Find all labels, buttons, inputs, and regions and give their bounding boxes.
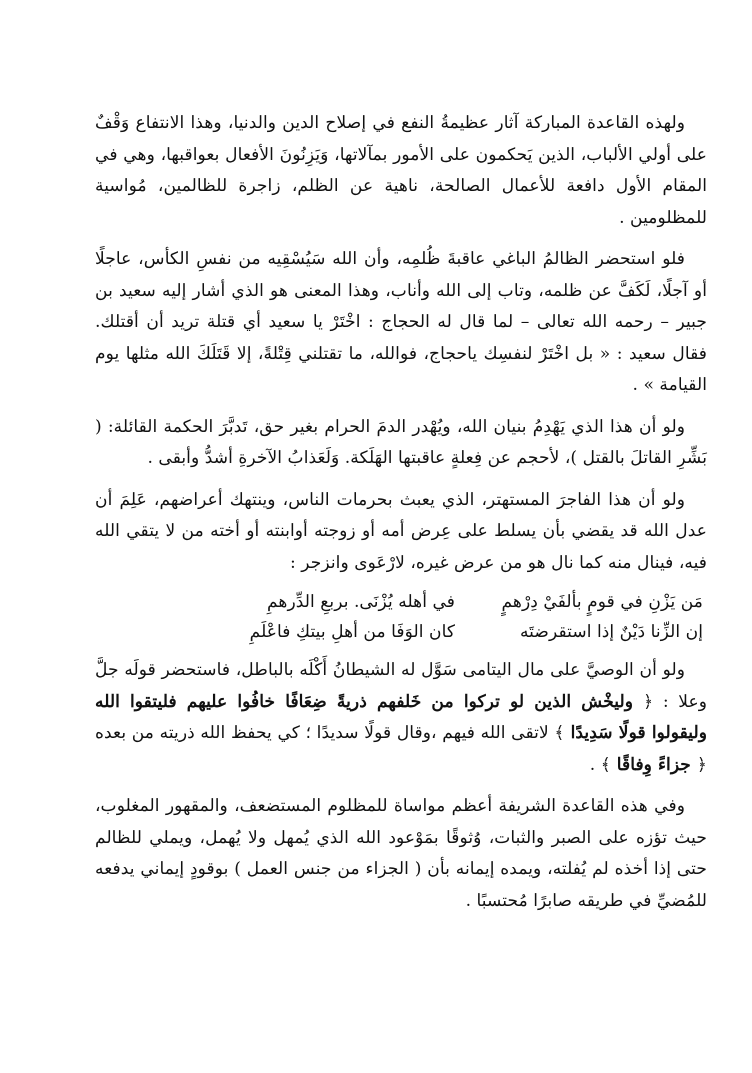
paragraph-6: وفي هذه القاعدة الشريفة أعظم مواساة للمظلوم المستضعف، والمقهور المغلوب، حيث تؤزه على الصبر والثبات، وُثوقًا بمَوْعود الله الذي يُمهل ولا يُهمل، ويملي للظالم حتى إذا أخذه لم يُفلته، ويمده إيمانه بأن ( الجزاء من جنس العمل ) بوقودٍ إيماني يدفعه للمُضيِّ في طريقه صابرًا مُحتسبًا . [95,796,707,911]
poem [95,587,707,647]
poem-hemistich-second: في أهله يُزْنَى. بربعِ الدِّرهمِ [266,592,455,612]
paragraph-4: ولو أن هذا الفاجرَ المستهتر، الذي يعبث بحرمات الناس، وينتهك أعراضهم، عَلِمَ أن عدل الله قد يقضي بأن يسلط على عِرض أمه أو زوجته أوابنته أو أخته من لا يتقي الله فيه، فينال منه كما نال هو من عرض غيره، لارْعَوى وانزجر : [95,489,707,573]
poem-hemistich-first: مَن يَزْنِ في قومٍ بألفَيْ دِرْهمٍ [501,592,703,612]
paragraph-1: ولهذه القاعدة المباركة آثار عظيمةُ النفع في إصلاح الدين والدنيا، وهذا الانتفاع وَقْفٌ على أولي الألباب، الذين يَحكمون على الأمور بمآلاتها، وَيَزِنُونَ الأفعال بعواقبها، وهي في المقام الأول دافعة للأعمال الصالحة، ناهية عن الظلم، زاجرة للظالمين، مُواسية للمظلومين . [95,113,707,228]
poem-hemistich-second: كان الوَفَا من أهلِ بيتكِ فاعْلَمِ [249,622,455,642]
paragraph-3: ولو أن هذا الذي يَهْدِمُ بنيان الله، ويُهْدر الدمَ الحرام بغير حق، تَدبَّرَ الحكمة القائلة: ( بَشِّرِ القاتلَ بالقتل )، لأحجم عن فِعلةٍ عاقبتها الهَلَكة. وَلَعَذابُ الآخرةِ أشدُّ وأبقى . [95,416,707,468]
verse-close-ornament: ﴾ [600,754,611,775]
paragraph-5-middle: لاتقى الله فيهم ،وقال قولًا سديدًا ؛ كي يحفظ الله ذريته من بعده [95,723,555,743]
verse-close-ornament: ﴾ [554,723,565,743]
paragraph-5-intro: ولو أن الوصيَّ على مال اليتامى سَوَّل له الشيطانُ أَكْلَه بالباطل، فاستحضر قولَه جلَّ وعلا : [95,660,708,712]
quran-verse-2 [601,755,707,775]
quran-verse-1-text: وليخْش الذين لو تركوا من خَلفهم ذريةً ضِعَافًا خافُوا عليهم فليتقوا الله وليقولوا قولًا سَدِيدًا [95,691,708,743]
paragraph-5 [95,655,707,781]
paragraph-2: فلو استحضر الظالمُ الباغي عاقبةَ ظُلمِه، وأن الله سَيُسْقِيه من نفسِ الكأس، عاجلًا أو آجلًا، لَكَفَّ عن ظلمه، وتاب إلى الله وأناب، وهذا المعنى هو الذي أشار إليه سعيد بن جبير – رحمه الله تعالى – لما قال له الحجاج : اخْتَرْ يا سعيد أي قتلة تريد أن أقتلك. فقال سعيد : « بل اخْتَرْ لنفسِك ياحجاج، فوالله، ما تقتلني قِتْلةً، إلا قَتَلَكَ الله مثلها يوم القيامة » . [95,249,707,395]
verse-open-ornament: ﴿ [696,754,707,775]
poem-verse-line [95,587,703,617]
poem-hemistich-first: إن الزِّنا دَيْنٌ إذا استقرضتَه [519,622,703,642]
document-page [95,108,707,927]
quran-verse-2-text: جزاءً وِفاقًا [616,754,691,775]
poem-verse-line [95,617,703,647]
paragraph-5-end: . [589,754,601,775]
verse-open-ornament: ﴿ [643,691,654,712]
